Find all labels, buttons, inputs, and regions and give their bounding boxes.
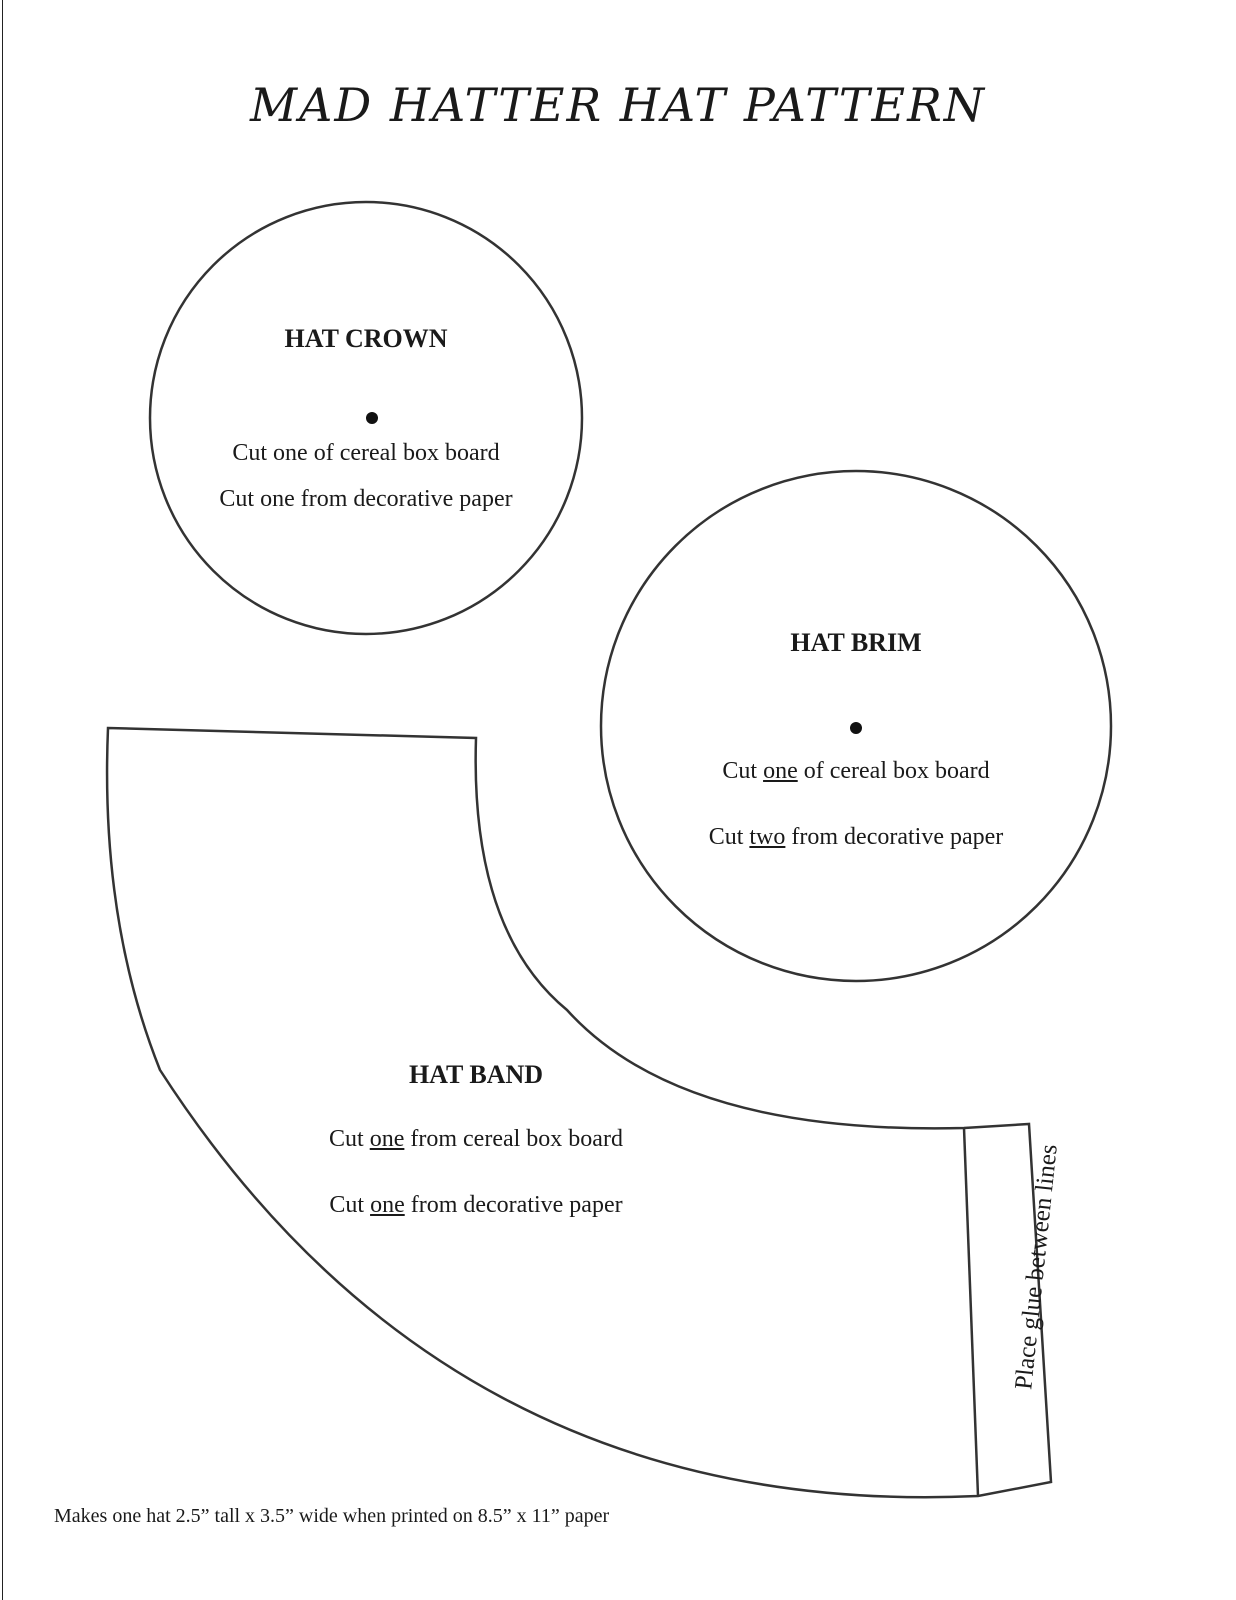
hat-band-heading: HAT BAND bbox=[408, 1060, 544, 1089]
hat-brim-center-dot bbox=[850, 722, 862, 734]
band-line2-underline: one bbox=[370, 1192, 405, 1218]
band-line2-post: from decorative paper bbox=[404, 1192, 623, 1218]
hat-crown-instruction-1: Cut one of cereal box board bbox=[232, 440, 500, 466]
brim-line1-post: of cereal box board bbox=[797, 758, 990, 784]
page-title: MAD HATTER HAT PATTERN bbox=[250, 78, 986, 132]
band-line1-post: from cereal box board bbox=[404, 1126, 623, 1152]
brim-line2-post: from decorative paper bbox=[785, 824, 1004, 850]
hat-brim-instruction-2 bbox=[636, 824, 1076, 851]
hat-band-instruction-2 bbox=[256, 1192, 696, 1219]
hat-brim-heading: HAT BRIM bbox=[790, 628, 922, 657]
hat-band-instruction-1 bbox=[256, 1126, 696, 1153]
hat-crown-center-dot bbox=[366, 412, 378, 424]
hat-brim-instruction-1 bbox=[636, 758, 1076, 785]
brim-line2-underline: two bbox=[749, 824, 786, 850]
brim-line1-pre: Cut bbox=[722, 758, 764, 784]
hat-crown-instruction-2: Cut one from decorative paper bbox=[219, 486, 513, 512]
glue-tab-divider bbox=[964, 1128, 978, 1496]
footer-note: Makes one hat 2.5” tall x 3.5” wide when printed on 8.5” x 11” paper bbox=[54, 1505, 610, 1527]
brim-line2-pre: Cut bbox=[708, 824, 750, 850]
hat-crown-heading: HAT CROWN bbox=[284, 324, 448, 353]
band-line1-underline: one bbox=[369, 1126, 405, 1152]
glue-tab-label: Place glue between lines bbox=[1010, 1142, 1063, 1391]
band-line1-pre: Cut bbox=[329, 1126, 370, 1152]
brim-line1-underline: one bbox=[763, 758, 798, 784]
band-line2-pre: Cut bbox=[329, 1192, 371, 1218]
